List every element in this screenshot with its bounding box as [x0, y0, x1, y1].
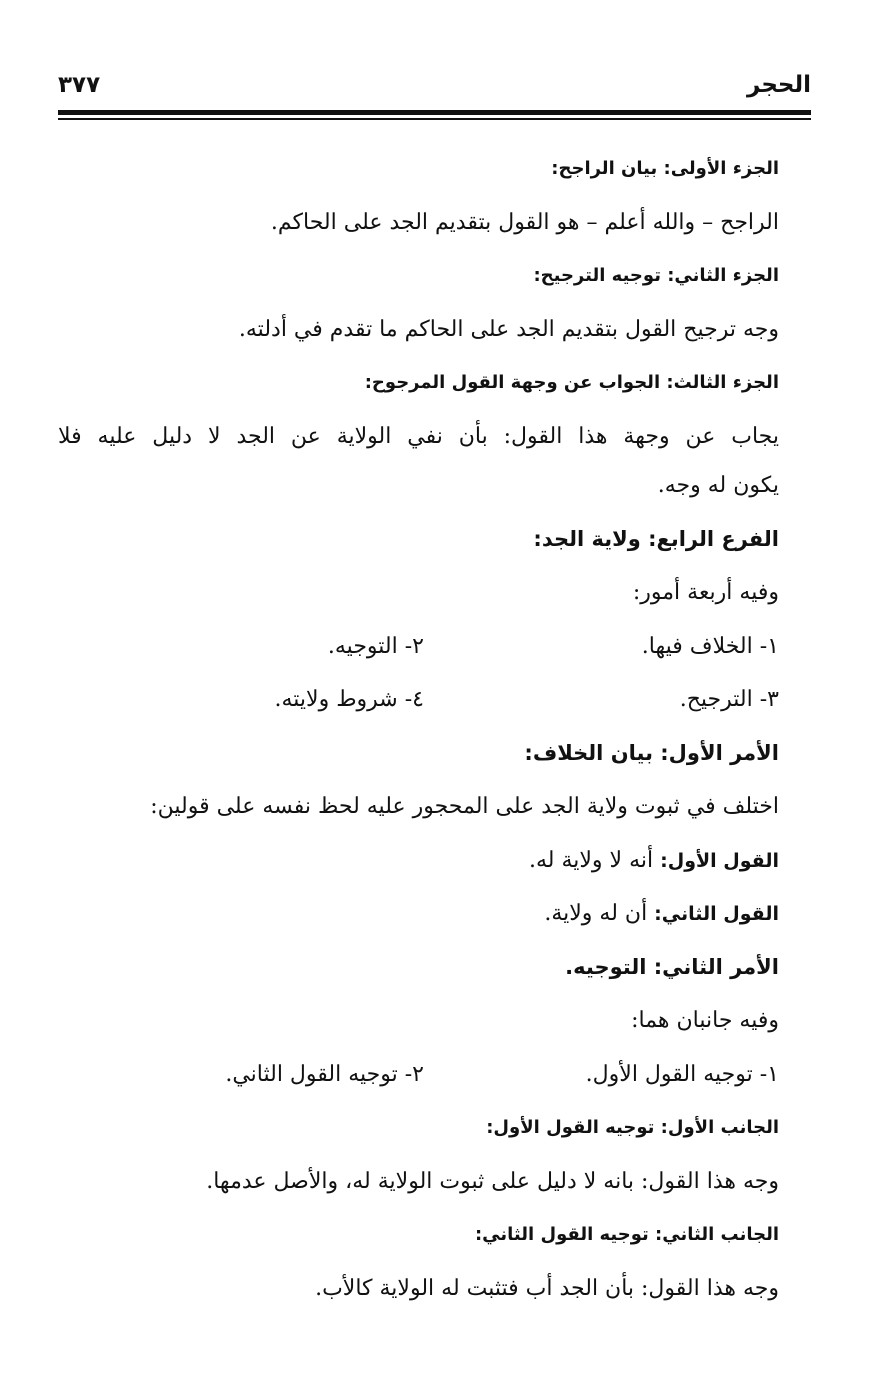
paragraph: وجه هذا القول: بانه لا دليل على ثبوت الولاية له، والأصل عدمها. [206, 1168, 779, 1194]
paragraph: وفيه أربعة أمور: [632, 580, 779, 605]
page-header [58, 72, 811, 108]
list-row [58, 1048, 779, 1102]
opinion-text: أنه لا ولاية له. [528, 847, 661, 873]
subheading: الجزء الثالث: الجواب عن وجهة القول المرجوح: [364, 372, 779, 393]
section-heading: الأمر الثاني: التوجيه. [565, 954, 779, 979]
subheading: الجزء الثاني: توجيه الترجيح: [533, 265, 779, 286]
paragraph: الراجح – والله أعلم – هو القول بتقديم الجد على الحاكم. [270, 209, 779, 235]
opinion-label: القول الثاني: [654, 903, 779, 925]
paragraph: وفيه جانبان هما: [631, 1008, 779, 1033]
paragraph-continuation: يكون له وجه. [657, 473, 779, 498]
list-item: ٢- التوجيه. [327, 633, 424, 659]
section-heading: الأمر الأول: بيان الخلاف: [524, 740, 779, 765]
subheading: الجزء الأولى: بيان الراجح: [551, 158, 779, 179]
list-item: ٣- الترجيح. [679, 687, 779, 712]
list-item: ١- الخلاف فيها. [641, 633, 779, 659]
list-item: ١- توجيه القول الأول. [585, 1061, 779, 1087]
paragraph: اختلف في ثبوت ولاية الجد على المحجور عليه لحظ نفسه على قولين: [150, 794, 779, 819]
section-heading: الفرع الرابع: ولاية الجد: [533, 526, 779, 551]
list-row [58, 673, 779, 727]
paragraph: وجه هذا القول: بأن الجد أب فتثبت له الولاية كالأب. [315, 1275, 779, 1301]
subheading: الجانب الثاني: توجيه القول الثاني: [474, 1224, 779, 1245]
opinion-label: القول الأول: [660, 849, 779, 872]
chapter-title: الحجر [747, 72, 811, 98]
paragraph [58, 834, 779, 888]
header-rule-thin [58, 118, 811, 120]
list-item: ٤- شروط ولايته. [274, 687, 424, 712]
opinion-text: أن له ولاية. [544, 901, 655, 926]
page-number: ٣٧٧ [58, 72, 101, 98]
list-row [58, 620, 779, 674]
subheading: الجانب الأول: توجيه القول الأول: [486, 1117, 779, 1138]
paragraph [58, 887, 779, 941]
paragraph: وجه ترجيح القول بتقديم الجد على الحاكم ما تقدم في أدلته. [238, 316, 779, 342]
page-body [58, 142, 779, 1315]
header-rule-thick [58, 110, 811, 115]
paragraph: يجاب عن وجهة هذا القول: بأن نفي الولاية عن الجد لا دليل عليه فلا [58, 423, 779, 449]
list-item: ٢- توجيه القول الثاني. [225, 1061, 424, 1087]
